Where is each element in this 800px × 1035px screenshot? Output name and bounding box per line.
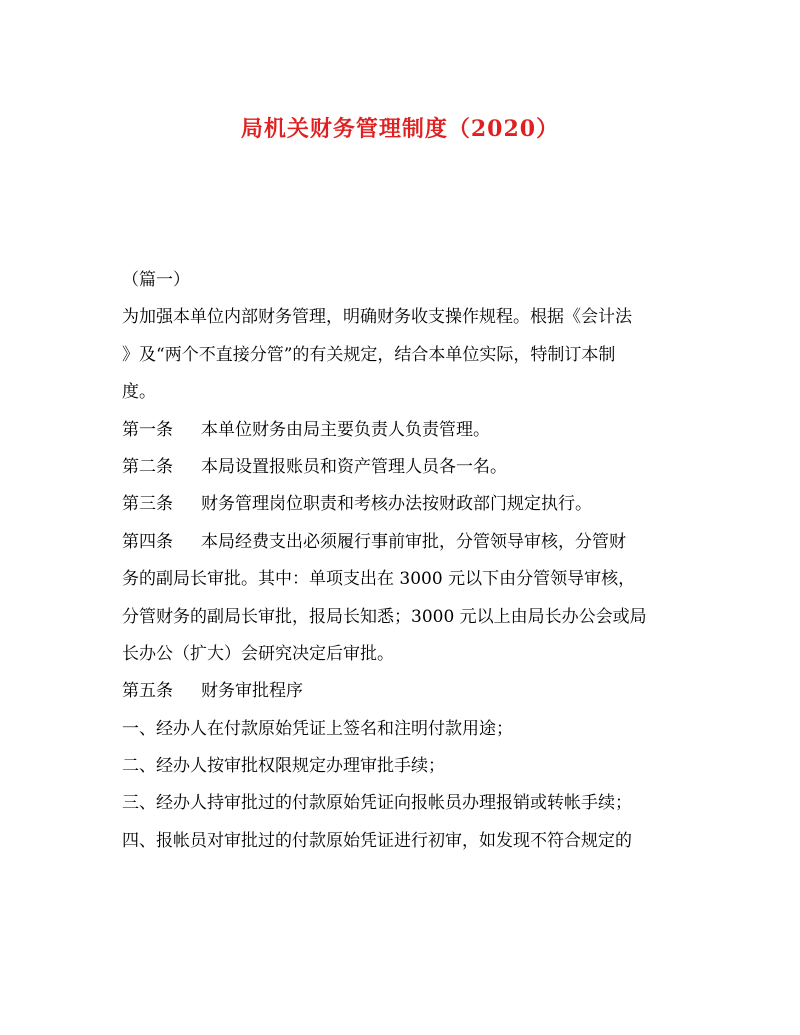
paragraph-line: 为加强本单位内部财务管理，明确财务收支操作规程。根据《会计法 (122, 307, 632, 328)
article-3 (122, 486, 692, 523)
article-text: 财务审批程序 (201, 681, 303, 702)
paragraph-line: 长办公（扩大）会研究决定后审批。 (122, 643, 394, 664)
article-4 (122, 524, 692, 561)
procedure-step: 四、报帐员对审批过的付款原始凭证进行初审，如发现不符合规定的 (122, 830, 632, 851)
document-body (122, 262, 692, 860)
paragraph-line: 分管财务的副局长审批，报局长知悉；3000 元以上由局长办公会或局 (122, 606, 647, 627)
procedure-step: 一、经办人在付款原始凭证上签名和注明付款用途； (122, 718, 513, 739)
article-2 (122, 449, 692, 486)
article-label: 第二条 (122, 456, 173, 477)
article-label: 第三条 (122, 494, 173, 515)
article-text: 财务管理岗位职责和考核办法按财政部门规定执行。 (201, 494, 592, 515)
article-label: 第四条 (122, 531, 173, 552)
procedure-step: 二、经办人按审批权限规定办理审批手续； (122, 756, 445, 777)
paragraph-line: 》及“两个不直接分管”的有关规定，结合本单位实际，特制订本制 (122, 344, 616, 365)
article-label: 第一条 (122, 419, 173, 440)
document-title: 局机关财务管理制度（2020） (240, 116, 560, 142)
article-text: 本局设置报账员和资产管理人员各一名。 (201, 456, 507, 477)
article-1 (122, 412, 692, 449)
article-text: 本单位财务由局主要负责人负责管理。 (201, 419, 490, 440)
procedure-step: 三、经办人持审批过的付款原始凭证向报帐员办理报销或转帐手续； (122, 793, 632, 814)
article-text: 本局经费支出必须履行事前审批，分管领导审核，分管财 (201, 531, 626, 552)
paragraph-line: 度。 (122, 382, 156, 403)
paragraph-line: 务的副局长审批。其中：单项支出在 3000 元以下由分管领导审核， (122, 569, 636, 590)
article-5 (122, 673, 692, 710)
article-label: 第五条 (122, 681, 173, 702)
section-label: （篇一） (122, 270, 190, 290)
